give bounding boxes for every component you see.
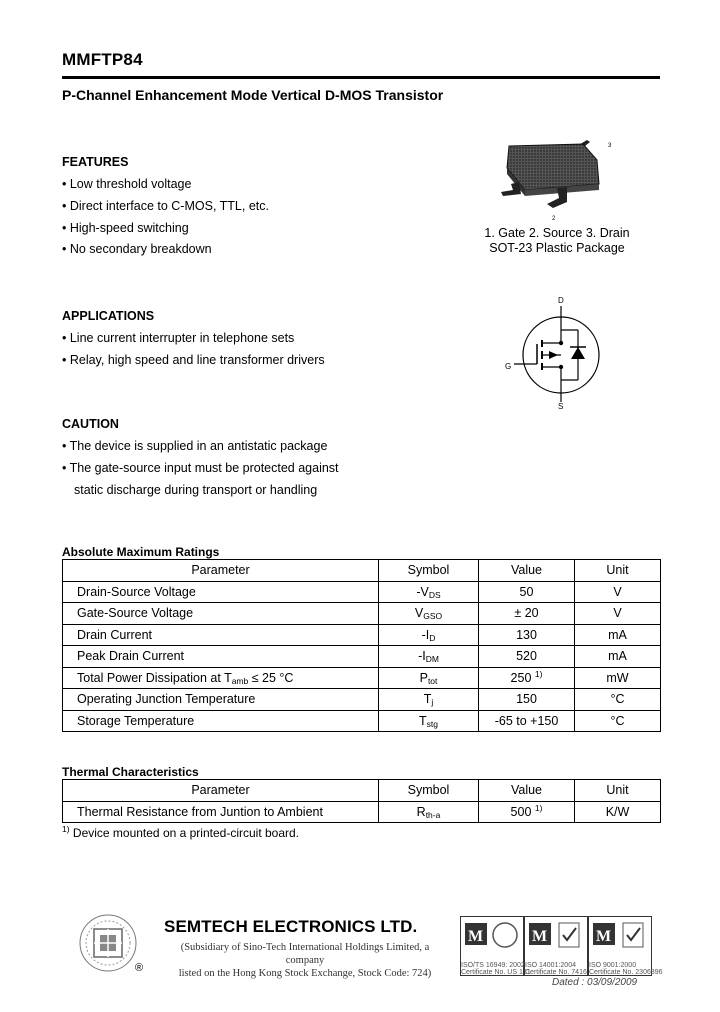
pin-mark-3: 3 <box>608 143 612 149</box>
column-header: Value <box>479 780 575 802</box>
param-cell: Operating Junction Temperature <box>63 689 379 711</box>
pmos-transistor-symbol <box>500 292 610 412</box>
sot23-package-illustration <box>495 138 615 224</box>
column-header: Value <box>479 560 575 582</box>
table-row <box>63 581 661 603</box>
param-cell: Drain Current <box>63 624 379 646</box>
table-row <box>63 667 661 689</box>
symbol-cell: $T_j$ <box>379 689 479 711</box>
unit-cell: °C <box>575 689 661 711</box>
symbol-cell: $R_{th-a}$ <box>379 801 479 823</box>
part-number: MMFTP84 <box>62 50 143 69</box>
svg-text:M: M <box>532 928 548 945</box>
param-cell: Gate-Source Voltage <box>63 603 379 625</box>
unit-cell: K/W <box>575 801 661 823</box>
list-item: • Relay, high speed and line transformer drivers <box>62 352 325 367</box>
unit-cell: mA <box>575 646 661 668</box>
column-header: Symbol <box>379 560 479 582</box>
header-rule <box>62 76 660 79</box>
table-header-row <box>63 560 661 582</box>
value-cell: 50 <box>479 581 575 603</box>
value-cell: 520 <box>479 646 575 668</box>
source-label: S <box>558 402 564 411</box>
abs-max-table <box>62 559 661 732</box>
table-row <box>63 689 661 711</box>
device-subtitle: P-Channel Enhancement Mode Vertical D-MOS Transistor <box>62 87 444 103</box>
list-item: • Low threshold voltage <box>62 177 192 191</box>
features-list <box>62 174 269 261</box>
unit-cell: °C <box>575 710 661 732</box>
company-subsidiary-note: (Subsidiary of Sino-Tech International Holdings Limited, a company listed on the Hong Kong Stock Exchange, Stock Code: 724) <box>178 942 432 979</box>
param-cell: Thermal Resistance from Juntion to Ambient <box>63 801 379 823</box>
param-cell: Storage Temperature <box>63 710 379 732</box>
param-cell: Drain-Source Voltage <box>63 581 379 603</box>
table-row <box>63 603 661 625</box>
drain-label: D <box>558 296 564 305</box>
features-heading: FEATURES <box>62 155 129 169</box>
thermal-table <box>62 779 661 823</box>
gate-label: G <box>505 362 512 371</box>
dated-label: Dated : 03/09/2009 <box>552 977 638 988</box>
table-row <box>63 801 661 823</box>
symbol-cell: $-V_{DS}$ <box>379 581 479 603</box>
unit-cell: mW <box>575 667 661 689</box>
symbol-cell: $P_{tot}$ <box>379 667 479 689</box>
value-cell: 500 $^{1)}$ <box>479 801 575 823</box>
thermal-title: Thermal Characteristics <box>62 765 199 779</box>
unit-cell: V <box>575 581 661 603</box>
value-cell: 250 $^{1)}$ <box>479 667 575 689</box>
pin-assignment: 1. Gate 2. Source 3. Drain <box>484 226 630 240</box>
value-cell: ± 20 <box>479 603 575 625</box>
symbol-cell: $V_{GSO}$ <box>379 603 479 625</box>
pin-mark-2: 2 <box>552 216 556 222</box>
value-cell: -65 to +150 <box>479 710 575 732</box>
table-row <box>63 710 661 732</box>
list-item: static discharge during transport or handling <box>74 482 318 497</box>
list-item: • The gate-source input must be protected against <box>62 460 339 475</box>
column-header: Unit <box>575 560 661 582</box>
company-name: SEMTECH ELECTRONICS LTD. <box>164 917 418 936</box>
symbol-cell: $T_{stg}$ <box>379 710 479 732</box>
symbol-cell: $-I_{DM}$ <box>379 646 479 668</box>
table-header-row <box>63 780 661 802</box>
list-item: • The device is supplied in an antistatic package <box>62 439 328 453</box>
unit-cell: mA <box>575 624 661 646</box>
list-item: • Line current interrupter in telephone sets <box>62 331 295 345</box>
registered-mark: ® <box>135 962 144 974</box>
table-row <box>63 646 661 668</box>
list-item: • High-speed switching <box>62 220 189 235</box>
value-cell: 130 <box>479 624 575 646</box>
package-name: SOT-23 Plastic Package <box>489 241 625 255</box>
list-item: • No secondary breakdown <box>62 242 212 257</box>
applications-list <box>62 328 325 372</box>
column-header: Parameter <box>63 780 379 802</box>
applications-heading: APPLICATIONS <box>62 309 155 323</box>
list-item: • Direct interface to C-MOS, TTL, etc. <box>62 198 269 213</box>
symbol-cell: $-I_D$ <box>379 624 479 646</box>
svg-text:M: M <box>468 928 484 945</box>
footnote: $^{1)}$ Device mounted on a printed-circuit board. <box>62 824 300 840</box>
unit-cell: V <box>575 603 661 625</box>
table-row <box>63 624 661 646</box>
value-cell: 150 <box>479 689 575 711</box>
param-cell: Peak Drain Current <box>63 646 379 668</box>
svg-text:M: M <box>596 928 612 945</box>
caution-list <box>62 436 339 501</box>
abs-max-title: Absolute Maximum Ratings <box>62 545 220 559</box>
column-header: Unit <box>575 780 661 802</box>
caution-heading: CAUTION <box>62 417 119 431</box>
column-header: Symbol <box>379 780 479 802</box>
column-header: Parameter <box>63 560 379 582</box>
param-cell: Total Power Dissipation at $T_{amb} \le 25$ °C <box>63 667 379 689</box>
